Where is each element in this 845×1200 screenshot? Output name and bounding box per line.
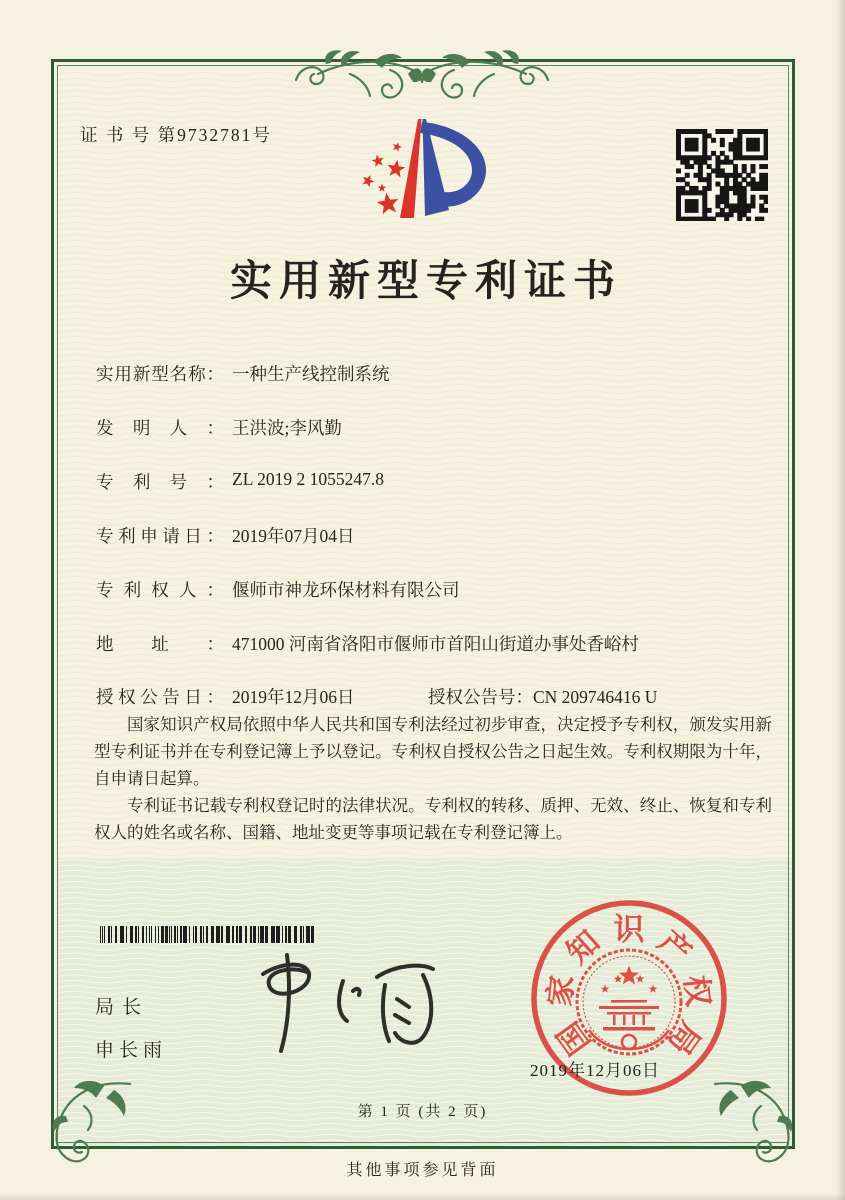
- field-label: 专利权人：: [96, 580, 224, 600]
- field-value: 偃师市神龙环保材料有限公司: [232, 580, 460, 600]
- legal-text: [94, 711, 772, 846]
- field-filing-date: [96, 523, 355, 548]
- field-label: 地址：: [96, 634, 224, 654]
- field-inventor: [96, 415, 342, 440]
- field-value: 2019年12月06日: [232, 687, 355, 707]
- field-value: 王洪波;李风勤: [232, 418, 342, 438]
- field-label: 授权公告号：: [428, 687, 533, 707]
- svg-text:权: 权: [678, 973, 717, 1009]
- field-patent-number: [96, 469, 384, 494]
- field-address: [96, 631, 639, 656]
- svg-text:国: 国: [550, 1015, 597, 1062]
- director-signature: [225, 946, 440, 1061]
- top-flourish-ornament: [290, 44, 554, 106]
- director-name: 申长雨: [95, 1040, 168, 1061]
- seal-date: 2019年12月06日: [530, 1061, 660, 1080]
- field-label: 发明人：: [96, 418, 224, 438]
- field-label: 实用新型名称：: [96, 364, 224, 384]
- certificate-number: 证 书 号 第9732781号: [80, 125, 272, 145]
- page-number: 第 1 页 (共 2 页): [357, 1104, 488, 1120]
- paper-edge-shadow-right: [836, 0, 845, 1200]
- svg-text:识: 识: [613, 912, 645, 947]
- back-side-note: 其他事项参见背面: [346, 1162, 499, 1179]
- field-grant-number: [428, 684, 657, 709]
- field-value: ZL 2019 2 1055247.8: [232, 469, 384, 489]
- field-label: 专利申请日：: [96, 526, 224, 546]
- field-patentee: [96, 577, 460, 602]
- field-label: 授权公告日：: [96, 687, 224, 707]
- field-value: 一种生产线控制系统: [232, 364, 390, 384]
- legal-paragraph-2: 专利证书记载专利权登记时的法律状况。专利权的转移、质押、无效、终止、恢复和专利权人的姓名或名称、国籍、地址变更等事项记载在专利登记簿上。: [94, 796, 772, 842]
- svg-text:知: 知: [559, 923, 607, 971]
- barcode: [100, 926, 318, 943]
- field-grant-date: [96, 684, 658, 709]
- field-utility-model-name: [96, 361, 390, 386]
- paper-edge-shadow-bottom: [0, 1193, 845, 1200]
- legal-paragraph-1: 国家知识产权局依照中华人民共和国专利法经过初步审查，决定授予专利权，颁发实用新型专利证书并在专利登记簿上予以登记。专利权自授权公告之日起生效。专利权期限为十年，自申请日起算。: [94, 715, 772, 788]
- field-value: CN 209746416 U: [533, 687, 658, 707]
- field-value: 471000 河南省洛阳市偃师市首阳山街道办事处香峪村: [232, 634, 639, 654]
- cnipa-logo: [352, 114, 504, 244]
- svg-text:产: 产: [651, 923, 699, 971]
- seal-text: [542, 912, 716, 1061]
- director-title: 局长: [95, 997, 150, 1018]
- svg-text:家: 家: [541, 973, 580, 1009]
- svg-text:局: 局: [661, 1015, 708, 1062]
- certificate-title: 实用新型专利证书: [229, 259, 622, 305]
- field-value: 2019年07月04日: [232, 526, 355, 546]
- field-label: 专利号：: [96, 472, 224, 492]
- qr-code: [676, 129, 768, 221]
